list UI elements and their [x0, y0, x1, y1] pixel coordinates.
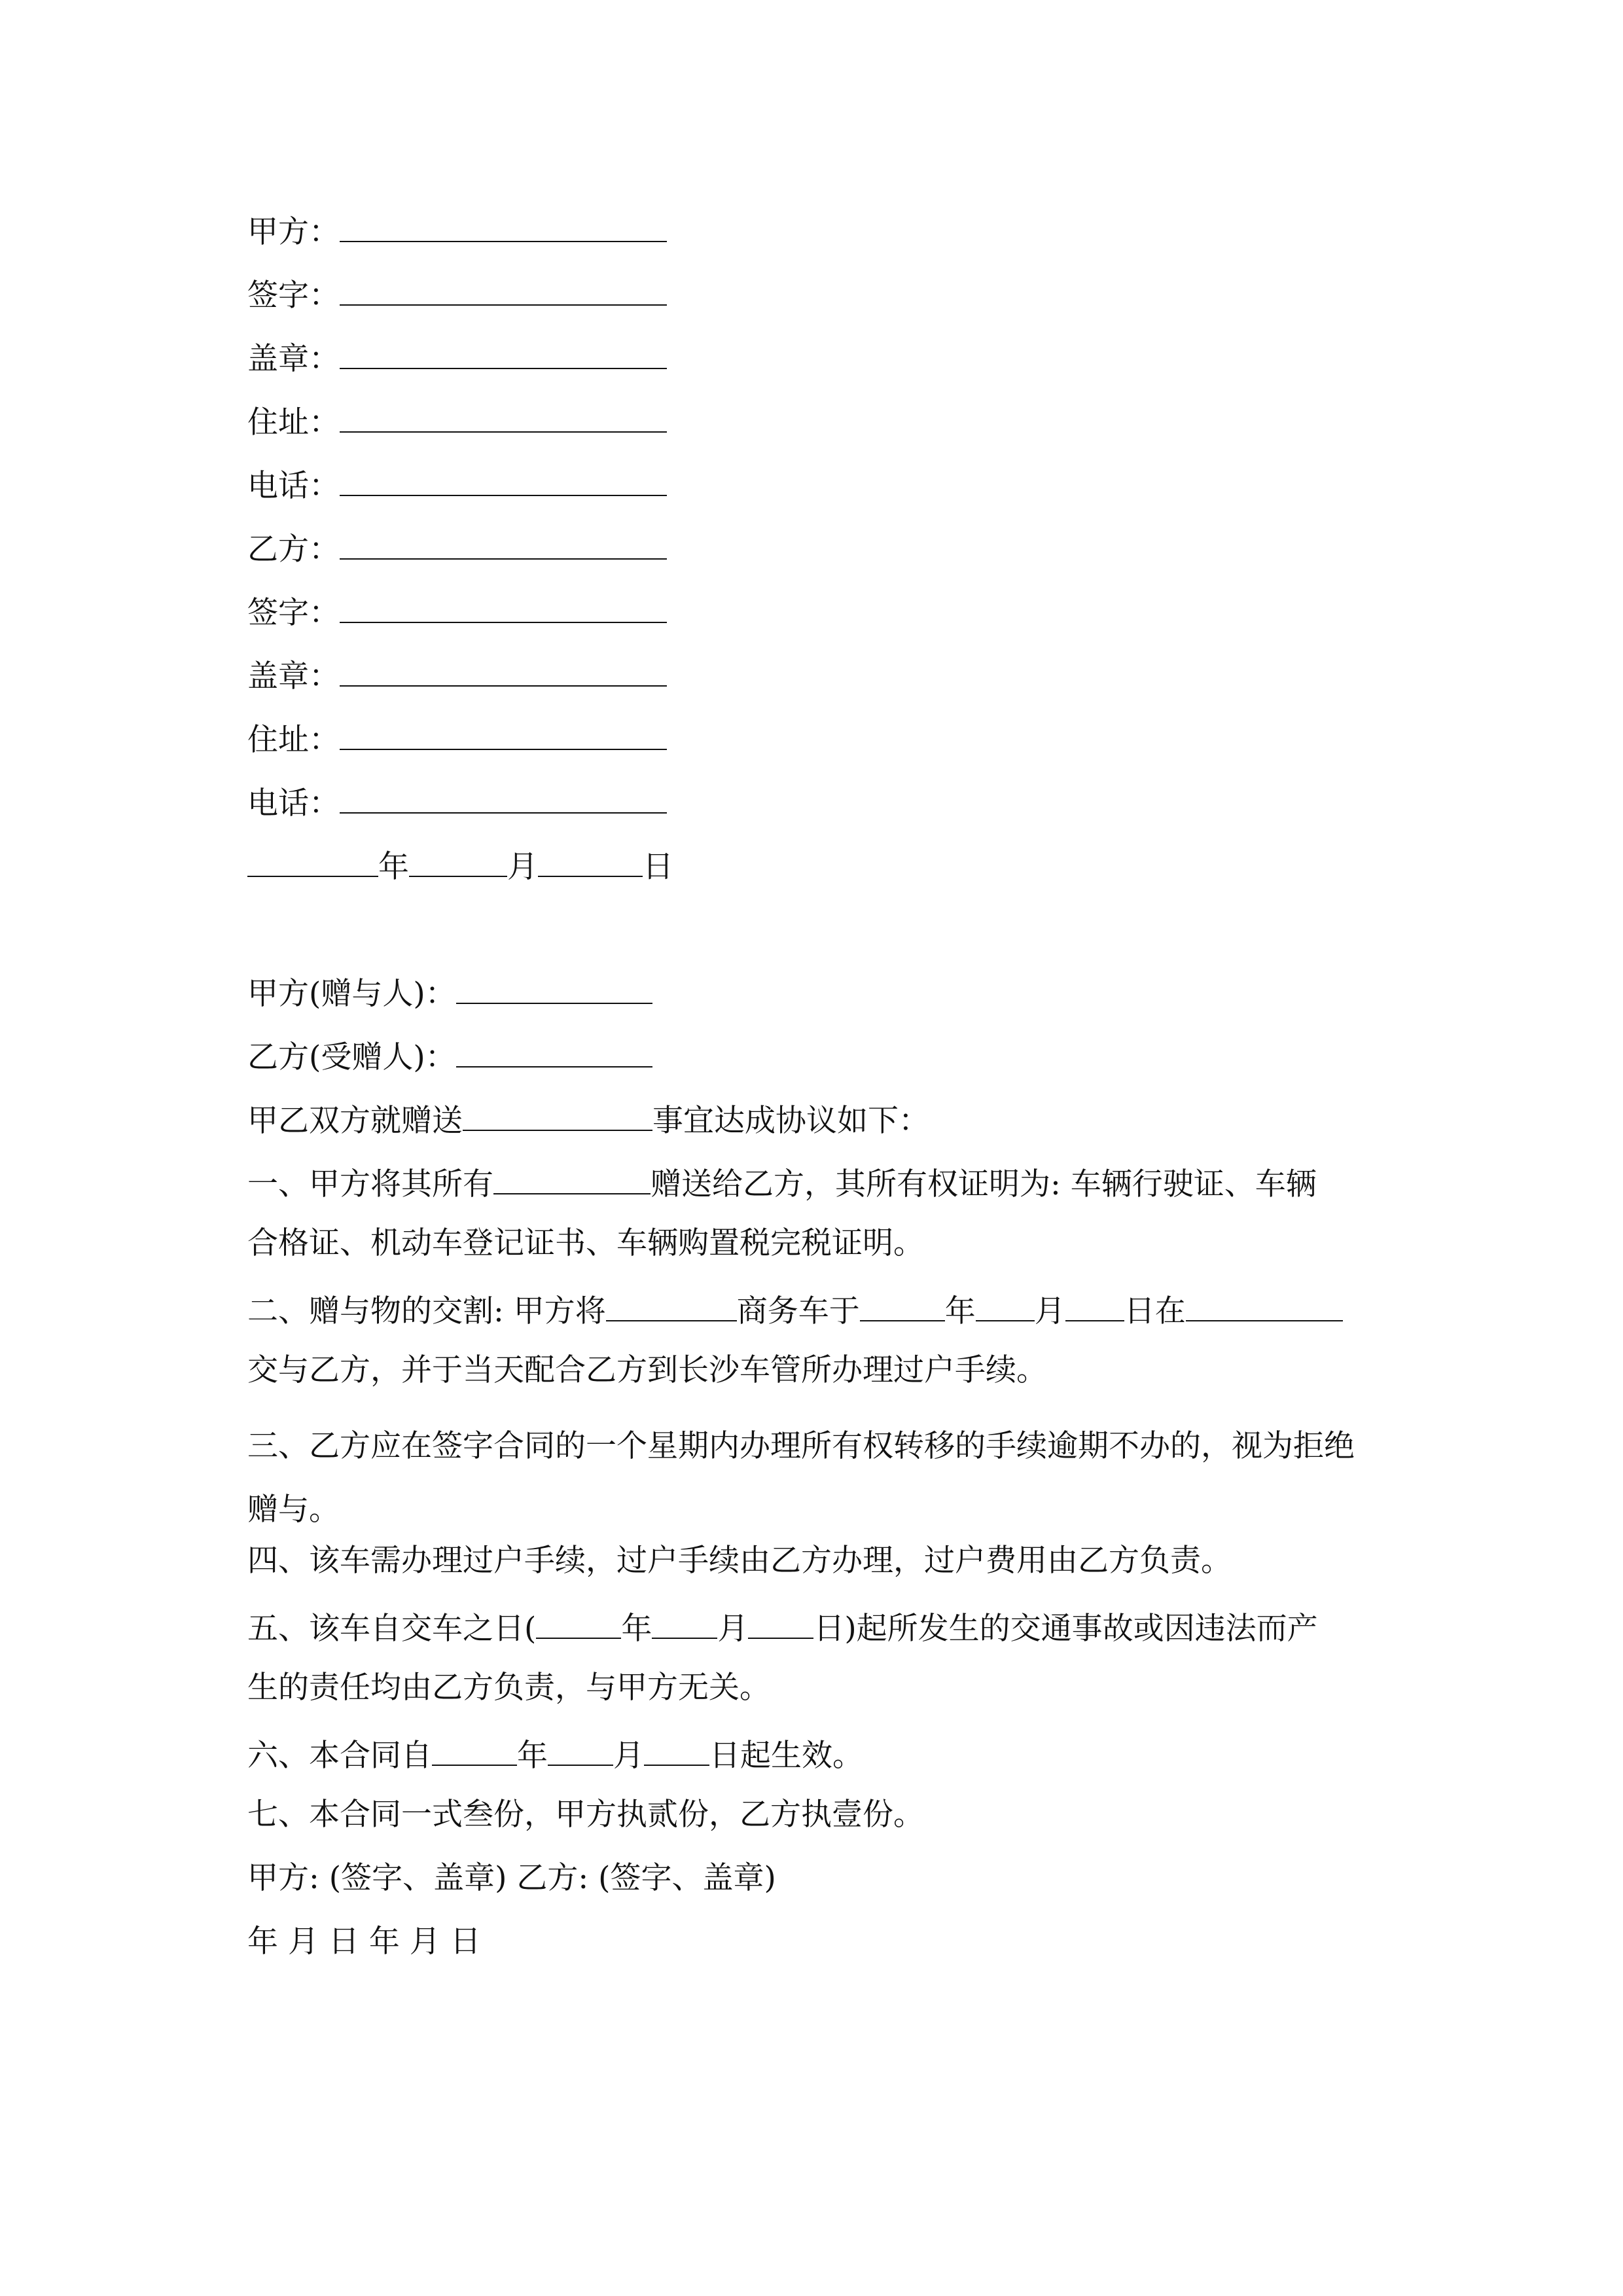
clause-2-text-f: 交与乙方，并于当天配合乙方到长沙车管所办理过户手续。	[247, 1352, 1047, 1388]
party-b-sign-line	[247, 589, 1380, 653]
clause-5-year-label: 年	[621, 1611, 652, 1647]
party-a-sign-label: 签字：	[247, 278, 340, 314]
party-b-sign-label: 签字：	[247, 595, 340, 631]
footer-date-text: 年 月 日 年 月 日	[247, 1924, 481, 1960]
party-b-label: 乙方：	[247, 531, 340, 567]
clause-2-day-blank[interactable]	[1065, 1287, 1124, 1321]
clause-6-year-label: 年	[517, 1738, 548, 1774]
party-a-seal-line	[247, 335, 1380, 399]
party-b-seal-line	[247, 653, 1380, 716]
handover-place-blank[interactable]	[1186, 1287, 1343, 1321]
clause-6-line	[247, 1732, 1380, 1795]
clause-2-cont	[247, 1351, 1380, 1414]
donor-blank[interactable]	[456, 970, 652, 1004]
party-a-address-line	[247, 399, 1380, 462]
party-a-phone-blank[interactable]	[340, 462, 667, 496]
clause-1-text-b: 赠送给乙方，其所有权证明为: 车辆行驶证、车辆	[651, 1166, 1317, 1202]
clause-6-text-a: 六、本合同自	[247, 1738, 432, 1774]
donee-label: 乙方(受赠人)：	[247, 1039, 456, 1075]
clause-7	[247, 1795, 1380, 1859]
clause-1-blank[interactable]	[493, 1160, 651, 1194]
day-label: 日	[643, 849, 673, 885]
clause-1-text-c: 合格证、机动车登记证书、车辆购置税完税证明。	[247, 1225, 924, 1261]
clause-2-month-blank[interactable]	[976, 1287, 1035, 1321]
gift-item-blank[interactable]	[463, 1097, 652, 1131]
document-body	[247, 208, 1380, 1986]
intro-text-a: 甲乙双方就赠送	[247, 1103, 463, 1139]
party-b-phone-label: 电话：	[247, 785, 340, 821]
vehicle-blank[interactable]	[606, 1287, 737, 1321]
clause-5-text-a: 五、该车自交车之日(	[247, 1611, 537, 1647]
party-b-seal-label: 盖章：	[247, 658, 340, 694]
clause-5-month-blank[interactable]	[652, 1605, 717, 1639]
clause-5-month-label: 月	[717, 1611, 749, 1647]
day-blank[interactable]	[538, 843, 643, 877]
party-a-sign-line	[247, 272, 1380, 335]
party-b-phone-blank[interactable]	[340, 780, 667, 814]
clause-4-text: 四、该车需办理过户手续，过户手续由乙方办理，过户费用由乙方负责。	[247, 1543, 1232, 1579]
intro-line	[247, 1097, 1380, 1160]
party-b-blank[interactable]	[340, 526, 667, 560]
intro-text-b: 事宜达成协议如下：	[652, 1103, 929, 1139]
clause-6-month-label: 月	[613, 1738, 644, 1774]
clause-2-line	[247, 1287, 1380, 1351]
signature-line	[247, 1859, 1380, 1922]
clause-5-line	[247, 1605, 1380, 1668]
clause-6-day-blank[interactable]	[644, 1732, 709, 1766]
date-line	[247, 843, 1380, 906]
clause-2-month-label: 月	[1034, 1293, 1065, 1329]
clause-7-text: 七、本合同一式叁份，甲方执贰份，乙方执壹份。	[247, 1797, 924, 1833]
clause-5-text-d: 日)起所发生的交通事故或因违法而产	[813, 1611, 1318, 1647]
clause-6-year-blank[interactable]	[432, 1732, 517, 1766]
party-b-seal-blank[interactable]	[340, 653, 667, 687]
party-a-address-blank[interactable]	[340, 399, 667, 433]
signature-text: 甲方: (签字、盖章) 乙方: (签字、盖章)	[247, 1860, 776, 1896]
clause-5-cont	[247, 1668, 1380, 1732]
clause-2-text-e: 日在	[1124, 1293, 1186, 1329]
party-b-address-blank[interactable]	[340, 716, 667, 750]
year-blank[interactable]	[247, 843, 378, 877]
party-b-line	[247, 526, 1380, 589]
donee-line	[247, 1033, 1380, 1097]
month-label: 月	[507, 849, 538, 885]
clause-5-year-blank[interactable]	[536, 1605, 621, 1639]
clause-4	[247, 1541, 1380, 1605]
clause-1-line	[247, 1160, 1380, 1224]
clause-6-month-blank[interactable]	[548, 1732, 613, 1766]
party-b-sign-blank[interactable]	[340, 589, 667, 623]
section-gap	[247, 906, 1380, 970]
donor-label: 甲方(赠与人)：	[247, 976, 456, 1012]
clause-2-text-b: 商务车于	[736, 1293, 860, 1329]
clause-6-text-d: 日起生效。	[709, 1738, 863, 1774]
party-b-address-label: 住址：	[247, 722, 340, 758]
party-a-line	[247, 208, 1380, 272]
donor-line	[247, 970, 1380, 1033]
clause-2-year-blank[interactable]	[860, 1287, 945, 1321]
year-label: 年	[378, 849, 409, 885]
clause-1-text-a: 一、甲方将其所有	[247, 1166, 493, 1202]
party-a-blank[interactable]	[340, 208, 667, 242]
party-b-phone-line	[247, 780, 1380, 843]
party-a-label: 甲方：	[247, 214, 340, 250]
party-a-phone-line	[247, 462, 1380, 526]
party-a-phone-label: 电话：	[247, 468, 340, 504]
party-a-seal-label: 盖章：	[247, 341, 340, 377]
footer-date-line	[247, 1922, 1380, 1986]
clause-5-day-blank[interactable]	[748, 1605, 813, 1639]
clause-3: 三、乙方应在签字合同的一个星期内办理所有权转移的手续逾期不办的，视为拒绝赠与。	[247, 1428, 1355, 1528]
clause-2-year-label: 年	[944, 1293, 976, 1329]
party-a-address-label: 住址：	[247, 404, 340, 440]
month-blank[interactable]	[409, 843, 507, 877]
clause-5-text-e: 生的责任均由乙方负责，与甲方无关。	[247, 1670, 770, 1706]
party-a-seal-blank[interactable]	[340, 335, 667, 369]
clause-2-text-a: 二、赠与物的交割: 甲方将	[247, 1293, 606, 1329]
donee-blank[interactable]	[456, 1033, 652, 1067]
party-a-sign-blank[interactable]	[340, 272, 667, 306]
party-b-address-line	[247, 716, 1380, 780]
clause-1-cont	[247, 1224, 1380, 1287]
